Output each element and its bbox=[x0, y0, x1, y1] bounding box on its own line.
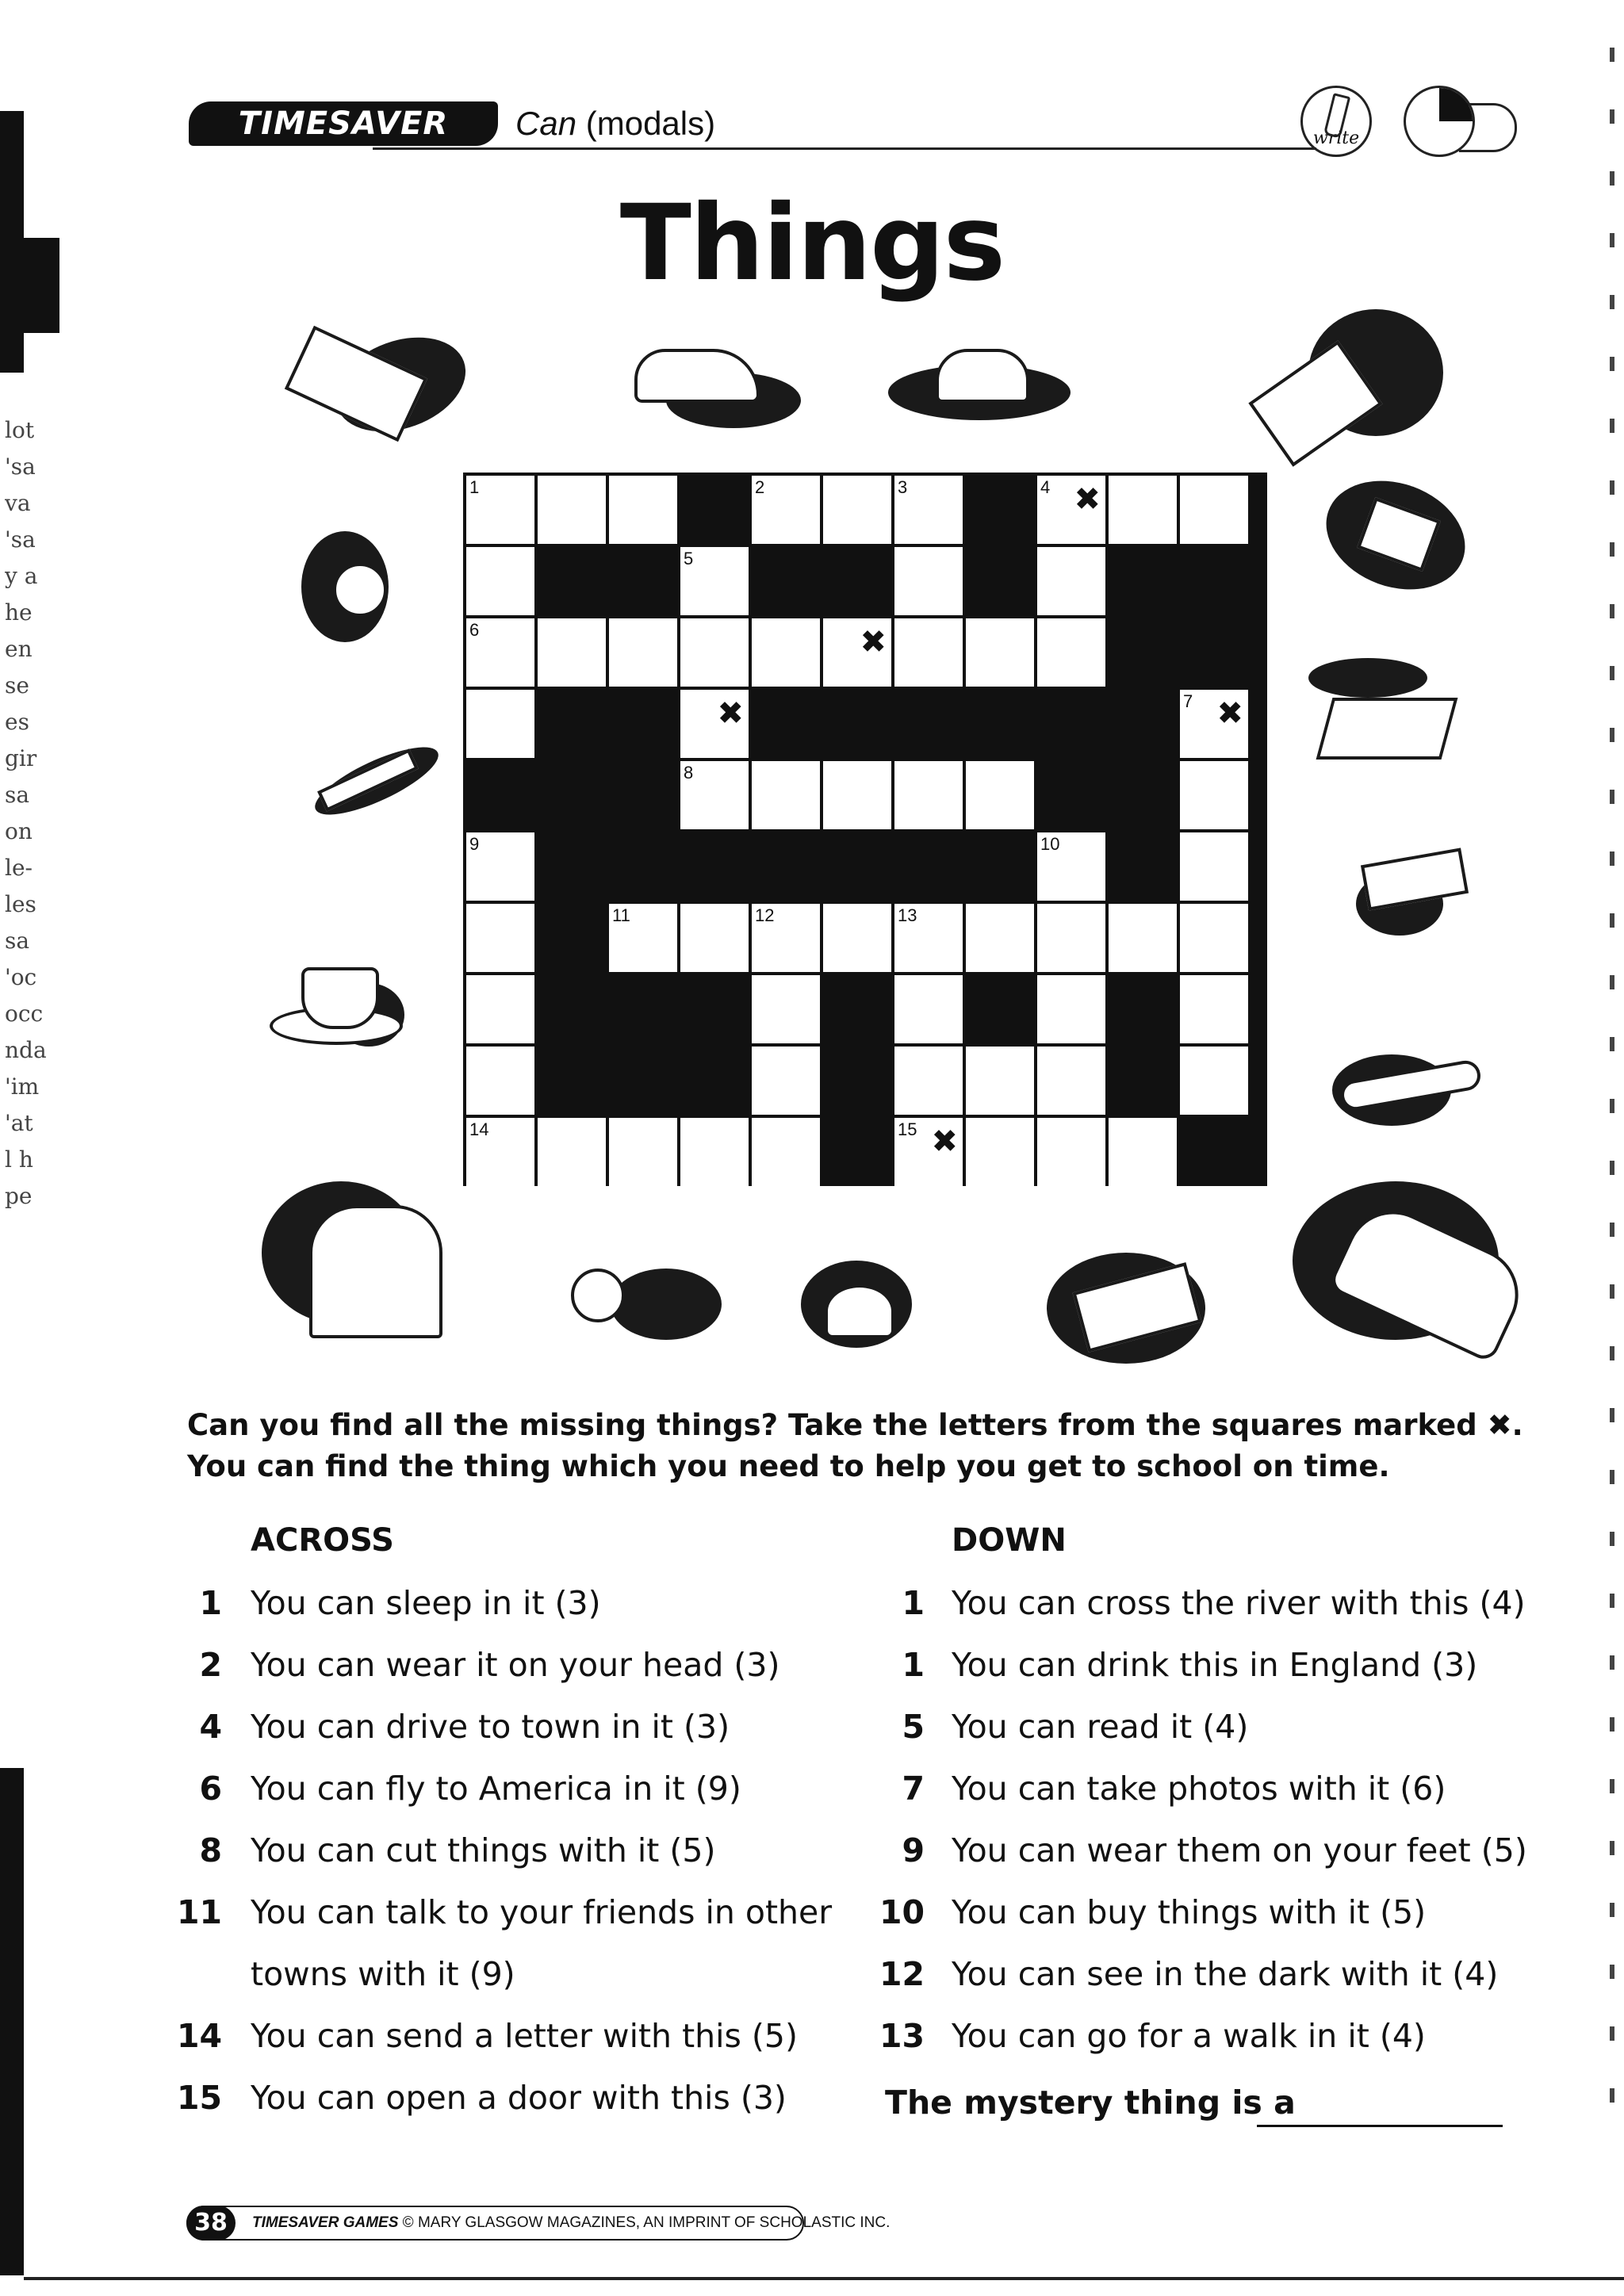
clue-number: 9 bbox=[902, 1831, 925, 1869]
clue-text: You can send a letter with this (5) bbox=[251, 2017, 798, 2055]
crossword-cell[interactable] bbox=[1180, 476, 1248, 544]
footer-brand: TIMESAVER GAMES bbox=[252, 2214, 399, 2231]
crossword-cell[interactable] bbox=[1037, 1118, 1105, 1186]
clue-text: You can go for a walk in it (4) bbox=[952, 2017, 1426, 2055]
crossword-cell[interactable] bbox=[1180, 690, 1248, 758]
park-icon bbox=[1300, 642, 1475, 777]
scan-dash bbox=[1610, 1037, 1614, 1051]
clue-number: 4 bbox=[199, 1708, 222, 1746]
clue-number: 10 bbox=[879, 1893, 925, 1931]
crossword-cell[interactable] bbox=[466, 832, 534, 901]
scan-dash bbox=[1610, 790, 1614, 804]
knife-icon bbox=[293, 714, 452, 840]
scan-dash bbox=[1610, 1779, 1614, 1793]
clue-number: 6 bbox=[199, 1770, 222, 1808]
crossword-cell[interactable] bbox=[966, 904, 1034, 972]
clue-number: 9 bbox=[469, 834, 480, 854]
clue-number: 13 bbox=[898, 905, 917, 925]
camera-icon bbox=[262, 515, 420, 658]
mystery-mark-icon: ✖ bbox=[931, 1123, 958, 1160]
clue-text: You can talk to your friends in other bbox=[251, 1893, 833, 1931]
clue-number: 14 bbox=[176, 2017, 222, 2055]
clock-icon bbox=[1404, 86, 1475, 157]
telephone-icon bbox=[1031, 1237, 1221, 1372]
scan-dash bbox=[1610, 1346, 1614, 1360]
scan-dash bbox=[1610, 1717, 1614, 1732]
clue-number: 1 bbox=[902, 1584, 925, 1622]
margin-snippet: se bbox=[5, 672, 29, 698]
clue-text: You can fly to America in it (9) bbox=[251, 1770, 741, 1808]
crossword-cell[interactable] bbox=[894, 975, 963, 1043]
scan-dash bbox=[1610, 1099, 1614, 1113]
scan-dash bbox=[1610, 1903, 1614, 1917]
crossword-cell[interactable] bbox=[1037, 1047, 1105, 1115]
clue-text: You can open a door with this (3) bbox=[251, 2079, 787, 2117]
scan-dash bbox=[1610, 1965, 1614, 1979]
crossword-cell[interactable] bbox=[1180, 761, 1248, 829]
crossword-cell[interactable] bbox=[1180, 1047, 1248, 1115]
crossword-cell[interactable] bbox=[894, 761, 963, 829]
instructions-line-1: Can you find all the missing things? Take the letters from the squares marked ✖. bbox=[187, 1408, 1523, 1442]
margin-snippet: 'sa bbox=[5, 526, 36, 553]
crossword-cell[interactable] bbox=[1109, 904, 1177, 972]
crossword-cell[interactable] bbox=[609, 1118, 677, 1186]
crossword-cell[interactable] bbox=[466, 1118, 534, 1186]
write-pen-icon bbox=[1300, 86, 1372, 157]
topic-rest: (modals) bbox=[576, 105, 716, 142]
margin-snippet: l h bbox=[5, 1146, 33, 1173]
crossword-cell[interactable] bbox=[894, 1118, 963, 1186]
clue-text: towns with it (9) bbox=[251, 1955, 515, 1993]
scan-dash bbox=[1610, 975, 1614, 989]
clue-number: 7 bbox=[902, 1770, 925, 1808]
scan-dash bbox=[1610, 1161, 1614, 1175]
clue-number: 11 bbox=[176, 1893, 222, 1931]
margin-snippet: sa bbox=[5, 928, 30, 954]
crossword-cell[interactable] bbox=[752, 618, 820, 687]
crossword-cell[interactable] bbox=[1109, 1118, 1177, 1186]
clue-text: You can drive to town in it (3) bbox=[251, 1708, 730, 1746]
bed-icon bbox=[246, 1150, 500, 1364]
margin-snippet: 'sa bbox=[5, 453, 36, 480]
crossword-cell[interactable] bbox=[538, 1118, 606, 1186]
crossword-cell[interactable] bbox=[680, 761, 749, 829]
scan-dash bbox=[1610, 357, 1614, 371]
clue-number: 6 bbox=[469, 620, 480, 640]
clue-text: You can drink this in England (3) bbox=[952, 1646, 1478, 1684]
clue-text: You can read it (4) bbox=[952, 1708, 1249, 1746]
margin-snippet: he bbox=[5, 599, 33, 626]
crossword-cell[interactable] bbox=[1180, 832, 1248, 901]
crossword-cell[interactable] bbox=[1180, 904, 1248, 972]
crossword-cell[interactable] bbox=[466, 904, 534, 972]
crossword-cell[interactable] bbox=[609, 904, 677, 972]
scan-dash bbox=[1610, 109, 1614, 124]
crossword-cell[interactable] bbox=[752, 1047, 820, 1115]
scan-dash bbox=[1610, 1408, 1614, 1422]
crossword-cell[interactable] bbox=[466, 547, 534, 615]
clue-number: 2 bbox=[755, 477, 765, 497]
scan-dash bbox=[1610, 480, 1614, 495]
topic-italic: Can bbox=[515, 105, 577, 142]
clue-number: 3 bbox=[898, 477, 908, 497]
clue-number: 2 bbox=[199, 1646, 222, 1684]
mystery-answer-line[interactable] bbox=[1257, 2125, 1503, 2127]
crossword-cell[interactable] bbox=[680, 1118, 749, 1186]
clue-number: 10 bbox=[1040, 834, 1060, 854]
clue-number: 5 bbox=[902, 1708, 925, 1746]
margin-snippet: lot bbox=[5, 417, 35, 443]
clue-number: 4 bbox=[1040, 477, 1051, 497]
margin-snippet: y a bbox=[5, 563, 38, 589]
scan-dash bbox=[1610, 1841, 1614, 1855]
crossword-cell[interactable] bbox=[466, 1047, 534, 1115]
mystery-mark-icon: ✖ bbox=[860, 624, 887, 660]
crossword-cell[interactable] bbox=[752, 904, 820, 972]
scan-dash bbox=[1610, 419, 1614, 433]
crossword-cell[interactable] bbox=[680, 904, 749, 972]
crossword-cell[interactable] bbox=[1037, 618, 1105, 687]
scan-dash bbox=[1610, 666, 1614, 680]
plane-icon bbox=[1316, 1023, 1483, 1150]
crossword-cell[interactable] bbox=[538, 476, 606, 544]
instructions-line-2: You can find the thing which you need to help you get to school on time. bbox=[187, 1449, 1390, 1483]
down-heading: DOWN bbox=[952, 1522, 1067, 1559]
margin-snippet: gir bbox=[5, 745, 37, 771]
margin-snippet: va bbox=[5, 490, 31, 516]
crossword-cell[interactable] bbox=[680, 690, 749, 758]
clue-text: You can cross the river with this (4) bbox=[952, 1584, 1526, 1622]
crossword-cell[interactable] bbox=[1037, 476, 1105, 544]
topic-label bbox=[515, 101, 715, 146]
clue-number: 7 bbox=[1183, 691, 1193, 711]
footer-copyright bbox=[252, 2209, 890, 2237]
scan-dash bbox=[1610, 1594, 1614, 1608]
clue-text: You can see in the dark with it (4) bbox=[952, 1955, 1499, 1993]
across-heading: ACROSS bbox=[251, 1522, 394, 1559]
tea-cup-icon bbox=[254, 928, 412, 1062]
torch-icon bbox=[785, 1245, 928, 1364]
crossword-cell[interactable] bbox=[752, 761, 820, 829]
scan-dash bbox=[1610, 1470, 1614, 1484]
previous-page-margin-text bbox=[5, 412, 52, 1215]
crossword-cell[interactable] bbox=[1037, 975, 1105, 1043]
scan-edge-right bbox=[1610, 48, 1624, 2188]
scan-dash bbox=[1610, 2088, 1614, 2103]
crossword-cell[interactable] bbox=[609, 618, 677, 687]
crossword-cell[interactable] bbox=[538, 618, 606, 687]
scan-dash bbox=[1610, 1223, 1614, 1237]
margin-snippet: les bbox=[5, 891, 36, 917]
scan-dash bbox=[1610, 542, 1614, 557]
mystery-mark-icon: ✖ bbox=[1074, 481, 1101, 518]
margin-snippet: on bbox=[5, 818, 33, 844]
margin-snippet: sa bbox=[5, 782, 30, 808]
write-label: write bbox=[1312, 128, 1360, 148]
crossword-cell[interactable] bbox=[894, 904, 963, 972]
margin-snippet: 'at bbox=[5, 1110, 33, 1136]
crossword-cell[interactable] bbox=[1037, 832, 1105, 901]
clue-number: 1 bbox=[902, 1646, 925, 1684]
crossword-cell[interactable] bbox=[894, 476, 963, 544]
crossword-cell[interactable] bbox=[680, 618, 749, 687]
crossword-cell[interactable] bbox=[752, 975, 820, 1043]
margin-snippet: es bbox=[5, 709, 29, 735]
bottom-rule bbox=[24, 2277, 1624, 2280]
margin-snippet: en bbox=[5, 636, 33, 662]
crossword-cell[interactable] bbox=[1180, 975, 1248, 1043]
margin-snippet: nda bbox=[5, 1037, 47, 1063]
scan-dash bbox=[1610, 851, 1614, 866]
mystery-mark-icon: ✖ bbox=[1216, 695, 1243, 732]
crossword-cell[interactable] bbox=[466, 975, 534, 1043]
crossword-cell[interactable] bbox=[1109, 476, 1177, 544]
crossword-cell[interactable] bbox=[966, 761, 1034, 829]
crossword-cell[interactable] bbox=[680, 547, 749, 615]
clue-number: 8 bbox=[199, 1831, 222, 1869]
clue-number: 5 bbox=[684, 549, 694, 568]
margin-snippet: pe bbox=[5, 1183, 33, 1209]
crossword-cell[interactable] bbox=[466, 618, 534, 687]
page-title: Things bbox=[619, 182, 1005, 304]
crossword-cell[interactable] bbox=[894, 547, 963, 615]
clue-number: 12 bbox=[755, 905, 775, 925]
crossword-cell[interactable] bbox=[966, 1047, 1034, 1115]
stamp-icon bbox=[1332, 840, 1491, 951]
clue-text: You can wear them on your feet (5) bbox=[952, 1831, 1527, 1869]
margin-snippet: occ bbox=[5, 1001, 44, 1027]
scan-dash bbox=[1610, 2026, 1614, 2041]
clue-text: You can sleep in it (3) bbox=[251, 1584, 601, 1622]
crossword-cell[interactable] bbox=[966, 618, 1034, 687]
crossword-cell[interactable] bbox=[823, 904, 891, 972]
crossword-cell[interactable] bbox=[823, 476, 891, 544]
clue-number: 1 bbox=[199, 1584, 222, 1622]
page-number: 38 bbox=[186, 2206, 236, 2241]
scan-dash bbox=[1610, 728, 1614, 742]
car-icon bbox=[1285, 1173, 1554, 1372]
crossword-cell[interactable] bbox=[466, 476, 534, 544]
scan-dash bbox=[1610, 1532, 1614, 1546]
scan-dash bbox=[1610, 48, 1614, 62]
clue-number: 15 bbox=[176, 2079, 222, 2117]
clue-text: You can take photos with it (6) bbox=[952, 1770, 1446, 1808]
shoes-icon bbox=[619, 317, 809, 436]
clue-text: You can buy things with it (5) bbox=[952, 1893, 1427, 1931]
scan-edge-left-bottom bbox=[0, 1768, 24, 2275]
margin-snippet: le- bbox=[5, 855, 33, 881]
instructions bbox=[187, 1405, 1523, 1487]
clue-number: 11 bbox=[612, 905, 630, 925]
series-badge: TIMESAVER GAMES bbox=[189, 101, 498, 146]
margin-snippet: 'im bbox=[5, 1073, 40, 1100]
boat-icon bbox=[1229, 293, 1459, 468]
crossword-cell[interactable] bbox=[823, 761, 891, 829]
scan-dash bbox=[1610, 1655, 1614, 1670]
crossword-cell[interactable] bbox=[894, 618, 963, 687]
clue-number: 8 bbox=[684, 763, 694, 783]
crossword-cell[interactable] bbox=[466, 690, 534, 758]
crossword-cell[interactable] bbox=[894, 1047, 963, 1115]
footer-copyright-text: © MARY GLASGOW MAGAZINES, AN IMPRINT OF SCHOLASTIC INC. bbox=[398, 2214, 891, 2231]
clue-number: 13 bbox=[879, 2017, 925, 2055]
crossword-cell[interactable] bbox=[966, 1118, 1034, 1186]
crossword-cell[interactable] bbox=[823, 618, 891, 687]
scan-dash bbox=[1610, 604, 1614, 618]
mystery-mark-icon: ✖ bbox=[717, 695, 744, 732]
clue-number: 15 bbox=[898, 1119, 917, 1139]
wallet-icon bbox=[1316, 476, 1475, 595]
clue-number: 14 bbox=[469, 1119, 489, 1139]
crossword-cell[interactable] bbox=[1037, 904, 1105, 972]
crossword-cell[interactable] bbox=[752, 1118, 820, 1186]
clue-number: 1 bbox=[469, 477, 480, 497]
hat-icon bbox=[880, 317, 1078, 436]
crossword-cell[interactable] bbox=[609, 476, 677, 544]
scan-dash bbox=[1610, 913, 1614, 928]
scan-dash bbox=[1610, 1284, 1614, 1299]
book-icon bbox=[262, 317, 468, 444]
clue-number: 12 bbox=[879, 1955, 925, 1993]
clue-text: You can wear it on your head (3) bbox=[251, 1646, 780, 1684]
clue-text: You can cut things with it (5) bbox=[251, 1831, 716, 1869]
header-rule bbox=[373, 147, 1316, 150]
margin-snippet: 'oc bbox=[5, 964, 37, 990]
crossword-grid bbox=[463, 473, 1267, 1186]
mystery-prompt: The mystery thing is a bbox=[885, 2084, 1296, 2122]
key-icon bbox=[563, 1245, 722, 1356]
crossword-cell[interactable] bbox=[1037, 547, 1105, 615]
crossword-cell[interactable] bbox=[752, 476, 820, 544]
